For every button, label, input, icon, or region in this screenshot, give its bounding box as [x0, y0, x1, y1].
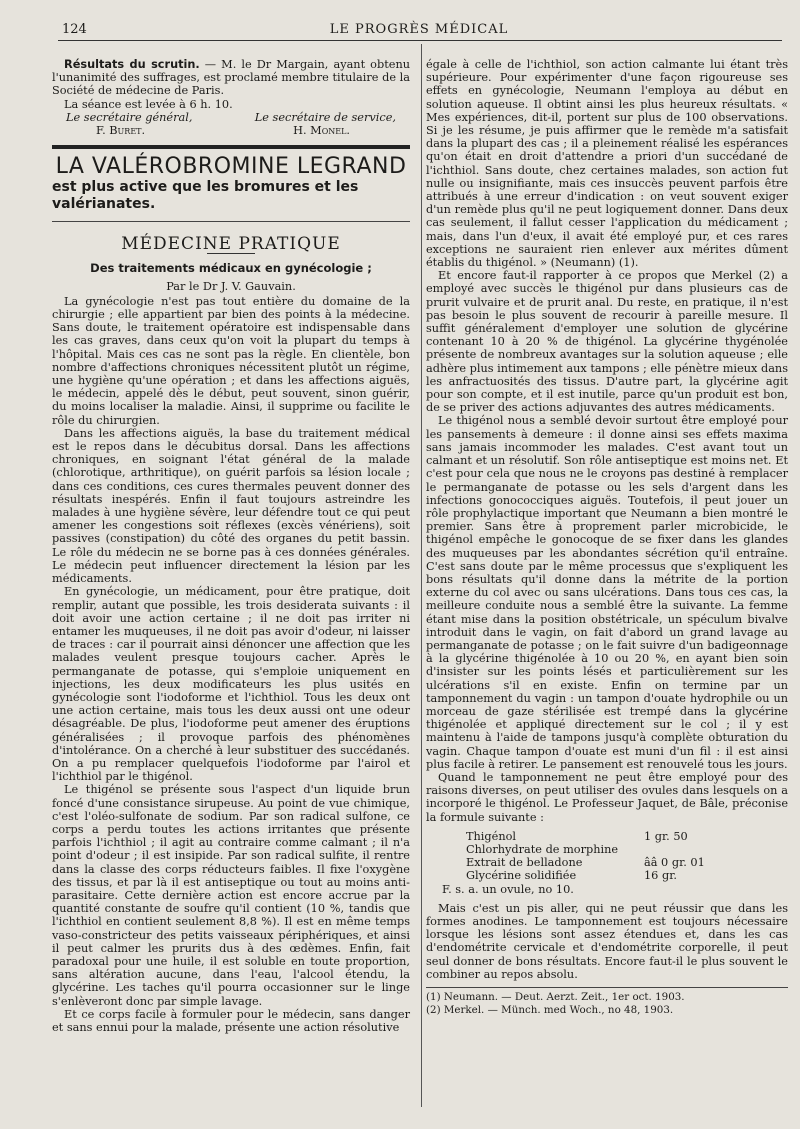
sig-left-name: F. Buret.: [96, 124, 146, 138]
formula-closing: F. s. a. un ovule, no 10.: [442, 882, 574, 896]
left-paragraph: En gynécologie, un médicament, pour être pratique, doit remplir, autant que possible, les trois desiderata suivants : il doit avoir une action certaine ; il ne doit pas irriter ni entamer les muqueuses, il ne doit pas avoir d'odeur, ni laisser de traces : car il pourrait ainsi dénoncer une affection que les malades veulent presque toujours cacher. Après le permanganate de potasse, qui s'emploie uniquement en injections, les deux modificateurs les plus usités en gynécologie sont l'iodoforme et l'ichthiol. Tous les deux ont une action certaine, mais tous les deux aussi ont une odeur désagréable. De plus, l'iodoforme peut amener des éruptions généralisées ; il provoque parfois des phénomènes d'intolérance. On a cherché à leur substituer des succédanés. On a pu remplacer quelquefois l'iodoforme par l'airol et l'ichthiol par le thigénol.: [52, 585, 410, 784]
footnote: (1) Neumann. — Deut. Aerzt. Zeit., 1er oct. 1903.: [426, 991, 685, 1004]
left-paragraph: Dans les affections aiguës, la base du traitement médical est le repos dans le décubitus dorsal. Dans les affections chroniques, en soignant l'état général de la malade (chlorotique, arthritique), on guérit parfois sa lésion locale ; dans ces conditions, ces cures thermales peuvent donner des résultats inespérés. Enfin il faut toujours astreindre les malades à une hygiène sévère, leur défendre tout ce qui peut amener les congestions soit réflexes (excès vénériens), soit passives (constipation) du côté des organes du petit bassin. Le rôle du médecin ne se borne pas à ces données générales. Le médecin peut influencer directement la lésion par les médicaments.: [52, 426, 410, 586]
right-paragraph: Le thigénol nous a semblé devoir surtout être employé pour les pansements à demeure : il donne ainsi ses effets maxima sans jamais incommoder les malades. C'est avant tout un calmant et un résolutif. Son rôle antiseptique est moins net. Et c'est pour cela que nous ne le croyons pas destiné à remplacer le permanganate de potasse ou les sels d'argent dans les infections gonococciques aiguës. Toutefois, il peut jouer un rôle prophylactique important que Neumann a bien montré le premier. Sans être à proprement parler microbicide, le thigénol empêche le gonocoque de se fixer dans les glandes des muqueuses par les abondantes sécrétion qu'il entraîne. C'est sans doute par le même processus que s'expliquent les bons résultats qu'il donne dans la métrite de la portion externe du col avec ou sans ulcérations. Dans tous ces cas, la meilleure conduite nous a semblé être la suivante. La femme étant mise dans la position obstétricale, un spéculum bivalve introduit dans le vagin, on fait d'abord un grand lavage au permanganate de potasse ; on le fait suivre d'un badigeonnage à la glycérine thigénolée à 10 ou 20 %, en ayant bien soin d'insister sur les points lésés et particulièrement sur les ulcérations s'il en existe. Enfin on termine par un tamponnement du vagin : un tampon d'ouate hydrophile ou un morceau de gaze stérilisée est trempé dans la glycérine thigénolée et appliqué directement sur le col ; il y est maintenu à l'aide de tampons jusqu'à complète obturation du vagin. Chaque tampon d'ouate est muni d'un fil : il est ainsi plus facile à retirer. Le pansement est renouvelé tous les jours.: [426, 414, 788, 771]
formula-ingredient: Extrait de belladone: [466, 856, 583, 870]
left-column: [52, 58, 410, 1034]
advert-top-rule: [52, 145, 410, 149]
scrutin-label: Résultats du scrutin.: [64, 58, 200, 71]
left-paragraph: Le thigénol se présente sous l'aspect d'un liquide brun foncé d'une consistance sirupeuse. Au point de vue chimique, c'est l'oléo-sulfonate de sodium. Par son radical sulfone, ce corps a perdu toutes les actions irritantes que présente parfois l'ichthiol ; il agit au contraire comme calmant ; il n'a point d'odeur ; il est insipide. Par son radical sulfite, il rentre dans la classe des corps réducteurs faibles. Il fixe l'oxygène des tissus, et par là il est antiseptique ou tout au moins anti-parasitaire. Cette dernière action est encore accrue par la quantité constante de soufre qu'il contient (10 %, tandis que l'ichthiol en contient seulement 8,8 %). Il est en même temps vaso-constricteur des petits vaisseaux périphériques, et ainsi il peut calmer les prurits dus à des œdèmes. Enfin, fait paradoxal pour une huile, il est soluble en toute proportion, sans altération aucune, dans l'eau, l'alcool étendu, la glycérine. Les taches qu'il pourra occasionner sur le linge s'enlèveront donc par simple lavage.: [52, 783, 410, 1008]
footnote: (2) Merkel. — Münch. med Woch., no 48, 1903.: [426, 1003, 674, 1016]
scrutin-paragraph: [52, 58, 410, 98]
column-divider: [421, 44, 422, 1107]
footnotes: [426, 987, 788, 1016]
signature-names: [52, 124, 410, 137]
page-number: 124: [62, 22, 87, 37]
formula-quantity: 1 gr. 50: [644, 829, 688, 843]
formula-row: [426, 856, 788, 869]
article-title: Des traitements médicaux en gynécologie ;: [90, 261, 372, 276]
formula-ingredient: Chlorhydrate de morphine: [466, 842, 619, 856]
journal-title: LE PROGRÈS MÉDICAL: [329, 22, 509, 37]
header-rule: [58, 40, 782, 41]
final-paragraph: Mais c'est un pis aller, qui ne peut réussir que dans les formes anodines. Le tamponnement est toujours nécessaire lorsque les lésions sont assez étendues et, dans les cas d'endométrite cervicale et d'endométrite corporelle, il peut seul donner de bons résultats. Encore faut-il le plus souvent le combiner au repos absolu.: [426, 901, 788, 981]
formula-row: [426, 869, 788, 882]
running-header: [62, 18, 776, 40]
right-column: [426, 58, 788, 1016]
formula-row: [426, 843, 788, 856]
formula-row: [426, 830, 788, 843]
sig-left-title: Le secrétaire général,: [66, 110, 193, 124]
scrutin-closing: La séance est levée à 6 h. 10.: [64, 97, 233, 111]
section-title: MÉDECINE PRATIQUE: [121, 234, 341, 255]
right-paragraph: Quand le tamponnement ne peut être employé pour des raisons diverses, on peut utiliser des ovules dans lesquels on a incorporé le thigénol. Le Professeur Jaquet, de Bâle, préconise la formule suivante :: [426, 770, 788, 824]
sig-right-name: H. Monel.: [293, 124, 350, 138]
advert-subtitle: est plus active que les bromures et les valérianates.: [52, 179, 359, 213]
formula-quantity: [644, 843, 764, 856]
formula-ingredient: Thigénol: [466, 829, 517, 843]
left-paragraph: La gynécologie n'est pas tout entière du domaine de la chirurgie ; elle appartient par bien des points à la médecine. Sans doute, le traitement opératoire est indispensable dans les cas graves, dans ceux qu'on voit la plupart du temps à l'hôpital. Mais ces cas ne sont pas la règle. En clientèle, bon nombre d'affections chroniques nécessitent plutôt un régime, une hygiène qu'une opération ; et dans les affections aiguës, le médecin, appelé dès le début, peut souvent, sinon guérir, du moins localiser la maladie. Ainsi, il supprime ou facilite le rôle du chirurgien.: [52, 294, 410, 427]
formula-quantity: 16 gr.: [644, 869, 677, 883]
right-paragraph: égale à celle de l'ichthiol, son action calmante lui étant très supérieure. Pour expérimenter d'une façon rigoureuse ses effets en gynécologie, Neumann l'employa au début en solution aqueuse. Il obtint ainsi les plus heureux résultats. « Mes expériences, dit-il, portent sur plus de 100 observations. Si je les résume, je puis affirmer que le remède m'a satisfait dans la plupart des cas ; il a pleinement réalisé les espérances qu'on était en droit d'attendre a priori d'un succédané de l'ichthiol. Sans doute, chez certaines malades, son action fut nulle ou insignifiante, mais ces insuccès peuvent parfois être attribués à une erreur d'indication : on veut souvent exiger d'un remède plus qu'il ne peut logiquement donner. Dans deux cas seulement, il fallut cesser l'application du médicament ; mais, dans l'un d'eux, il avait été employé pur, et ces rares exceptions ne sauraient rien enlever aux mérites dûment établis du thigénol. » (Neumann) (1).: [426, 58, 788, 270]
left-paragraph: Et ce corps facile à formuler pour le médecin, sans danger et sans ennui pour la malade, présente une action résolutive: [52, 1007, 410, 1034]
formula-quantity: ââ 0 gr. 01: [644, 856, 705, 870]
signature-titles: [52, 111, 410, 124]
formula-block: [426, 830, 788, 896]
advert-title: LA VALÉROBROMINE LEGRAND: [55, 154, 407, 180]
article-author: Par le Dr J. V. Gauvain.: [166, 279, 296, 293]
sig-right-title: Le secrétaire de service,: [254, 110, 396, 124]
right-paragraph: Et encore faut-il rapporter à ce propos que Merkel (2) a employé avec succès le thigénol pur dans plusieurs cas de prurit vulvaire et de prurit anal. Du reste, en pratique, il n'est pas besoin le plus souvent de recourir à pareille mesure. Il suffit généralement d'employer une solution de glycérine contenant 10 à 20 % de thigénol. La glycérine thygénolée présente de nombreux avantages sur la solution aqueuse ; elle adhère plus intimement aux tampons ; elle pénètre mieux dans les anfractuosités des tissus. D'autre part, la glycérine agit pour son compte, et il est inutile, parce qu'un produit est bon, de se priver des actions adjuvantes des autres médicaments.: [426, 269, 788, 415]
scrutin-text: — M. le Dr Margain, ayant obtenu l'unanimité des suffrages, est proclamé membre titulaire de la Société de médecine de Paris.: [52, 58, 410, 98]
formula-ingredient: Glycérine solidifiée: [466, 869, 577, 883]
advert-bottom-rule: [52, 221, 410, 222]
